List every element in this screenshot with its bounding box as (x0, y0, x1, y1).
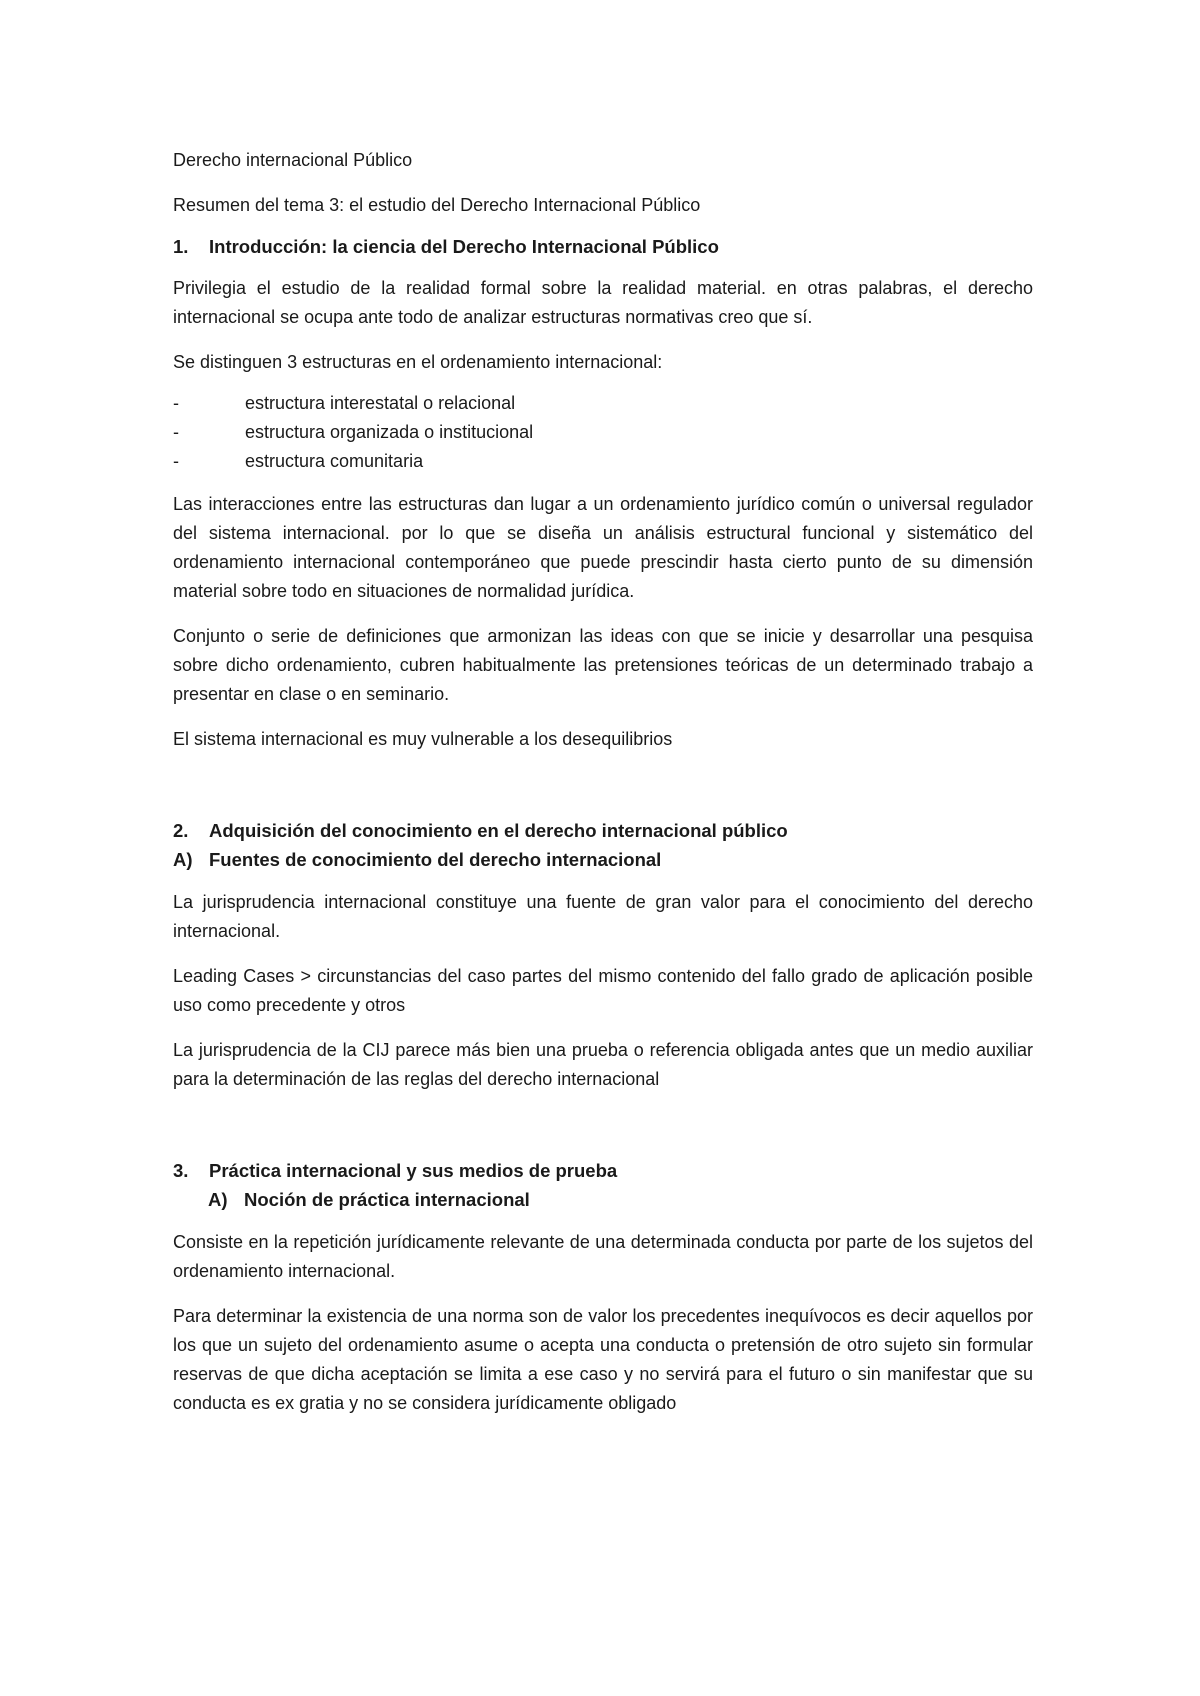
section-2-heading-text: Adquisición del conocimiento en el derecho internacional público (209, 820, 788, 841)
section-3-heading-text: Práctica internacional y sus medios de prueba (209, 1160, 618, 1181)
section-3-number: 3. (173, 1160, 189, 1181)
section-3a-heading-text: Noción de práctica internacional (244, 1189, 530, 1210)
list-item-text: estructura comunitaria (245, 451, 424, 471)
section-2-heading (173, 816, 1033, 845)
section-2-heading-block (173, 816, 1033, 874)
list-item (173, 418, 1033, 447)
section-3-heading-block (173, 1156, 1033, 1214)
document-subtitle: Resumen del tema 3: el estudio del Derecho Internacional Público (173, 195, 701, 215)
section-1-heading (173, 232, 1033, 261)
document-title: Derecho internacional Público (173, 150, 413, 170)
section-2-paragraph: La jurisprudencia internacional constituye una fuente de gran valor para el conocimiento del derecho internacional. (173, 892, 1033, 941)
list-bullet: - (173, 422, 179, 442)
section-1-paragraph: Conjunto o serie de definiciones que armonizan las ideas con que se inicie y desarrollar una pesquisa sobre dicho ordenamiento, cubren habitualmente las pretensiones teóricas de un determinado trabajo a presentar en clase o en seminario. (173, 626, 1033, 704)
section-1-paragraph: Se distinguen 3 estructuras en el ordenamiento internacional: (173, 352, 663, 372)
section-2-paragraph: La jurisprudencia de la CIJ parece más bien una prueba o referencia obligada antes que un medio auxiliar para la determinación de las reglas del derecho internacional (173, 1040, 1033, 1089)
list-item-text: estructura interestatal o relacional (245, 393, 516, 413)
section-3-paragraph: Consiste en la repetición jurídicamente relevante de una determinada conducta por parte de los sujetos del ordenamiento internacional. (173, 1232, 1033, 1281)
section-1-number: 1. (173, 236, 189, 257)
structures-list (173, 389, 1033, 476)
section-3a-heading (173, 1185, 1033, 1214)
section-1-paragraph: Privilegia el estudio de la realidad formal sobre la realidad material. en otras palabras, el derecho internacional se ocupa ante todo de analizar estructuras normativas creo que sí. (173, 278, 1033, 327)
section-2a-number: A) (173, 849, 193, 870)
section-1-paragraph: El sistema internacional es muy vulnerable a los desequilibrios (173, 729, 673, 749)
section-2a-heading-text: Fuentes de conocimiento del derecho internacional (209, 849, 662, 870)
section-1-paragraph: Las interacciones entre las estructuras dan lugar a un ordenamiento jurídico común o universal regulador del sistema internacional. por lo que se diseña un análisis estructural funcional y sistemático del ordenamiento internacional contemporáneo que puede prescindir hasta cierto punto de su dimensión material sobre todo en situaciones de normalidad jurídica. (173, 494, 1033, 601)
section-3a-number: A) (208, 1189, 228, 1210)
section-2-number: 2. (173, 820, 189, 841)
section-2a-heading (173, 845, 1033, 874)
section-3-heading (173, 1156, 1033, 1185)
section-2-paragraph: Leading Cases > circunstancias del caso partes del mismo contenido del fallo grado de aplicación posible uso como precedente y otros (173, 966, 1033, 1015)
list-bullet: - (173, 451, 179, 471)
list-item (173, 447, 1033, 476)
section-3-paragraph: Para determinar la existencia de una norma son de valor los precedentes inequívocos es decir aquellos por los que un sujeto del ordenamiento asume o acepta una conducta o pretensión de otro sujeto sin formular reservas de que dicha aceptación se limita a ese caso y no servirá para el futuro o sin manifestar que su conducta es ex gratia y no se considera jurídicamente obligado (173, 1306, 1033, 1413)
list-item (173, 389, 1033, 418)
list-item-text: estructura organizada o institucional (245, 422, 534, 442)
section-1-heading-text: Introducción: la ciencia del Derecho Internacional Público (209, 236, 719, 257)
list-bullet: - (173, 393, 179, 413)
